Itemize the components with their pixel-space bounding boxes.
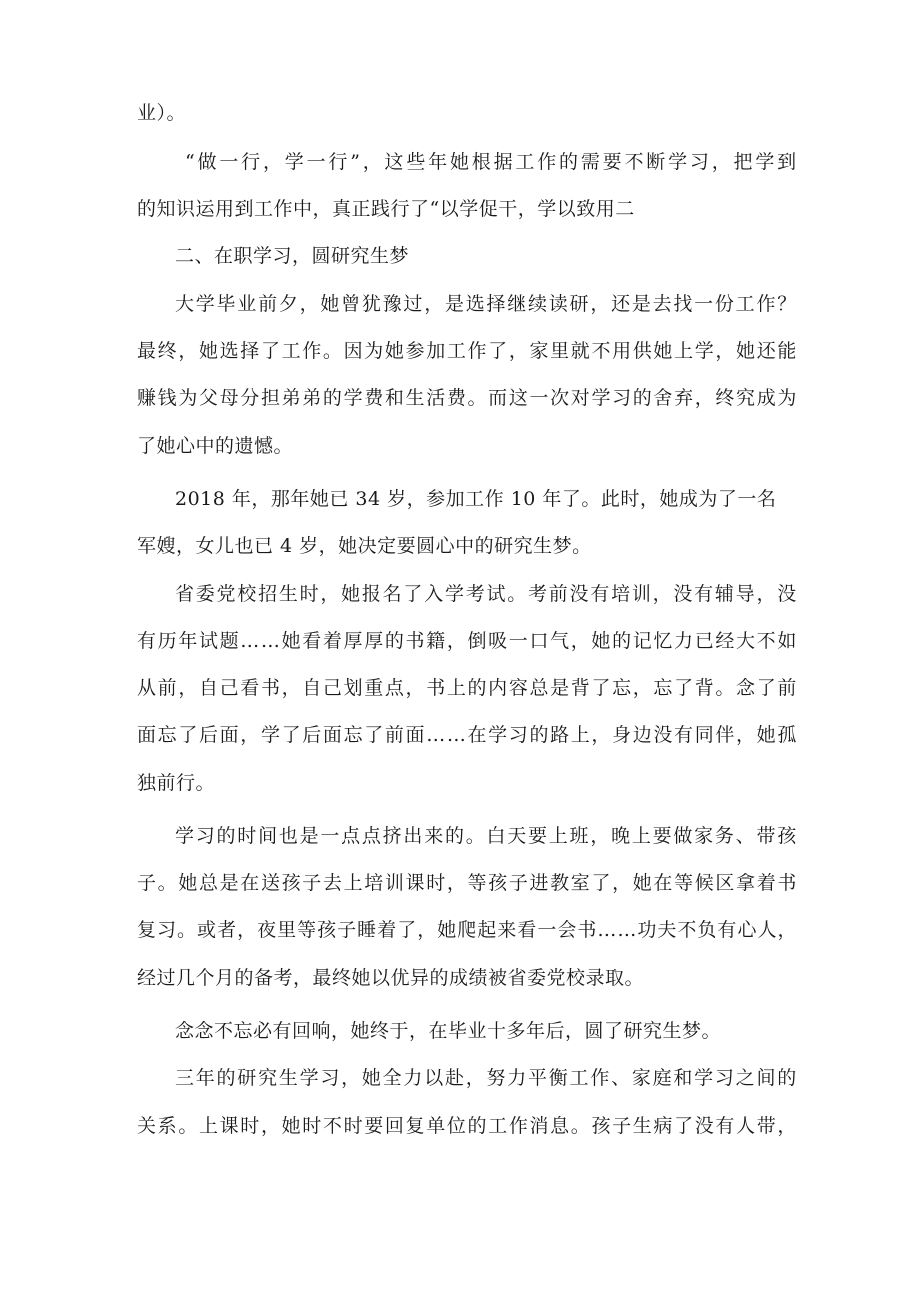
text-line: 的知识运用到工作中，真正践行了“以学促干，学以致用二 — [137, 198, 635, 220]
text-line: 有 历 年 试 题 … … 她 看 着 厚 厚 的 书 籍 ， 倒 吸 一 口 气 ， 她 的 记 忆 力 已 经 大 不 如 — [137, 630, 797, 652]
text-line: 念念不忘必有回响，她终于，在毕业十多年后，圆了研究生梦。 — [175, 1020, 722, 1042]
text-line: 关 系 。 上 课 时 ， 她 时 不 时 要 回 复 单 位 的 工 作 消 息 。 孩 子 生 病 了 没 有 人 带 ， — [137, 1115, 797, 1137]
text-line: 面 忘 了 后 面 ， 学 了 后 面 忘 了 前 面 … … 在 学 习 的 路 上 ， 身 边 没 有 同 伴 ， 她 孤 — [137, 724, 797, 746]
text-line: 子 。 她 总 是 在 送 孩 子 去 上 培 训 课 时 ， 等 孩 子 进 教 室 了 ， 她 在 等 候 区 拿 着 书 — [137, 872, 797, 894]
text-line: “ 做 一 行 ， 学 一 行 ” ， 这 些 年 她 根 据 工 作 的 需 要 不 断 学 习 ， 把 学 到 — [185, 151, 797, 173]
text-line: 赚 钱 为 父 母 分 担 弟 弟 的 学 费 和 生 活 费 。 而 这 一 次 对 学 习 的 舍 弃 ， 终 究 成 为 — [137, 387, 797, 409]
section-heading: 二、在职学习，圆研究生梦 — [175, 245, 410, 267]
text-line: 2018 年，那年她已 34 岁，参加工作 10 年了。此时，她成为了一名 — [175, 488, 777, 510]
text-line: 经过几个月的备考，最终她以优异的成绩被省委党校录取。 — [137, 967, 645, 989]
text-line: 三 年 的 研 究 生 学 习 ， 她 全 力 以 赴 ， 努 力 平 衡 工 作 、 家 庭 和 学 习 之 间 的 — [175, 1067, 797, 1089]
text-line: 学 习 的 时 间 也 是 一 点 点 挤 出 来 的 。 白 天 要 上 班 ， 晚 上 要 做 家 务 、 带 孩 — [175, 825, 797, 847]
text-line: 大 学 毕 业 前 夕 ， 她 曾 犹 豫 过 ， 是 选 择 继 续 读 研 ， 还 是 去 找 一 份 工 作 ？ — [175, 293, 797, 315]
text-line: 了她心中的遗憾。 — [137, 435, 294, 457]
text-line: 最 终 ， 她 选 择 了 工 作 。 因 为 她 参 加 工 作 了 ， 家 里 就 不 用 供 她 上 学 ， 她 还 能 — [137, 340, 797, 362]
text-line: 复 习 。 或 者 ， 夜 里 等 孩 子 睡 着 了 ， 她 爬 起 来 看 一 会 书 … … 功 夫 不 负 有 心 人 ， — [137, 919, 797, 941]
text-line: 独前行。 — [137, 772, 216, 794]
text-line: 军嫂，女儿也已 4 岁，她决定要圆心中的研究生梦。 — [137, 535, 592, 557]
text-line: 省 委 党 校 招 生 时 ， 她 报 名 了 入 学 考 试 。 考 前 没 有 培 训 ， 没 有 辅 导 ， 没 — [175, 583, 797, 605]
text-line: 从 前 ， 自 己 看 书 ， 自 己 划 重 点 ， 书 上 的 内 容 总 是 背 了 忘 ， 忘 了 背 。 念 了 前 — [137, 677, 797, 699]
text-line: 业）。 — [137, 102, 187, 124]
